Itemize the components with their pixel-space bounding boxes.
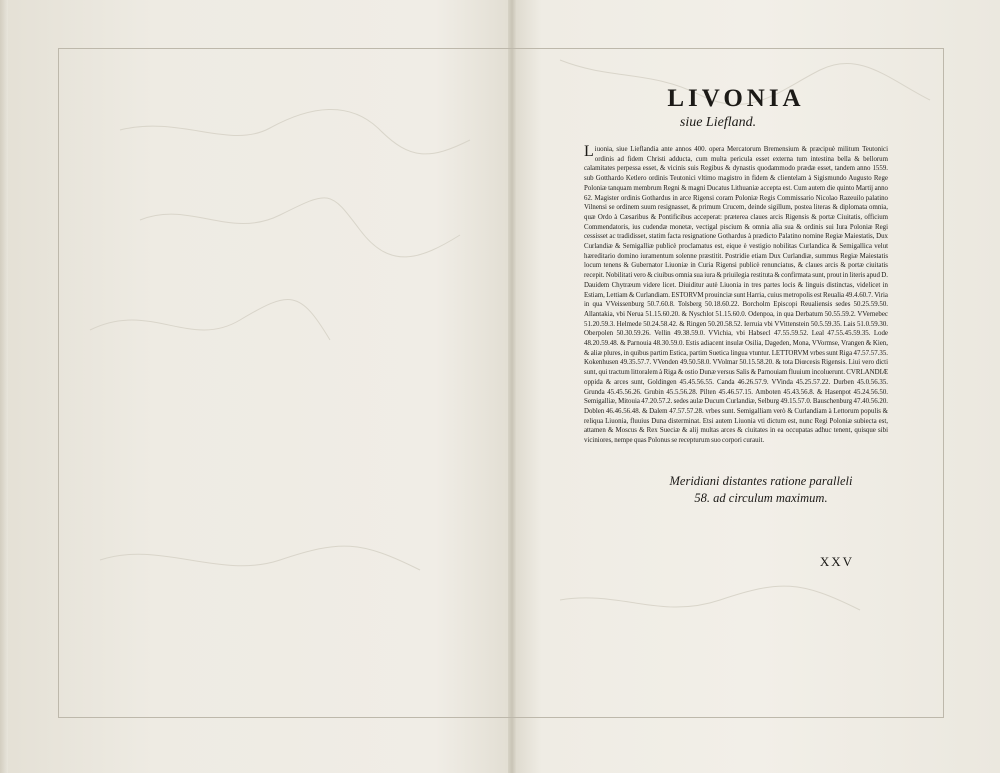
- page-number: XXV: [819, 554, 855, 569]
- description-text: Liuonia, siue Lieflandia ante annos 400. opera Mercatorum Bremensium & præcipuè militum Teutonici ordinis ad fidem Christi adducta, cum multa pericula esset externa tum intestina bella & bellorum calamitates perpessa esset, & vicinis suis Regibus & dynastis quodammodo prædæ esset, tandem anno 1559. sub Gotthardo Ketlero ordinis Teutonici vltimo magistro in fidem & clientelam à Sigismundo Augusto Rege Poloniæ tanquam membrum Regni & magni Ducatus Lithuaniæ accepta est. Cum autem die quinto Martij anno 62. Magister ordinis Gothardus in arce Rigensi coram Poloniæ Regis Commissario Nicolao Razeuilo palatino Vilnensi se ordinem suum resignasset, & primum Crucem, deinde sigillum, postea literas & diplomata omnia, quæ Ordo à Cæsaribus & Pontificibus acceperat: præterea claues arcis Rigensis & portæ Ciuitatis, officium Commendatoris, ius cudendæ monetæ, vectigal piscium & omnia alia sua & ordinis sui Iura Poloniæ Regi cessisset ac tradidisset, statim facta resignatione Gothardus à prædicto Palatino nomine Regiæ Maiestatis, Dux Curlandiæ & Semigalliæ publicè proclamatus est, eique è vestigio nobilitas Curlandica & Semigallica velut hæreditario domino iuramentum solenne præstitit. Postridie etiam Dux Curlandiæ, summus Regiæ Maiestatis locum tenens & Gubernator Liuoniæ in Curia Rigensi publicè renunciatus, & claues arcis & portæ ciuitatis recepit. Nobilitati vero & ciuibus omnia sua iura & priuilegia restituta & confirmata sunt, prout in literis apud D. Dauidem Chytræum videre licet. Diuiditur autè Liuonia in tres partes locis & linguis distinctas, videlicet in Estiam, Lettiam & Curlandiam. ESTORVM prouinciæ sunt Harria, cuius metropolis est Reualia 49.4.60.7. Viria in qua VVeissenburg 50.7.60.8. Tolsberg 50.18.60.22. Borcholm Episcopi Reualiensis sedes 50.25.59.50. Allantakia, vbi Nerua 51.15.60.20. & Nyschlot 51.15.60.0. Odenpoa, in qua Derbatum 50.55.59.2. VVernebec 51.20.59.3. Helmede 50.24.58.42. & Ringen 50.20.58.52. Ierruia vbi VVittenstein 50.5.59.35. Lais 51.0.59.30. Oberpolen 50.30.59.26. Vellin 49.38.59.0. VVichia, vbi Habsecl 47.55.59.52. Leal 47.55.45.59.35. Lode 48.20.59.48. & Parnouia 48.30.59.0. Estis adiacent insulæ Osilia, Dageden, Mona, VVormse, Vrangen & Kien, & aliæ plures, in quibus partim Estica, partim Suetica lingua vtuntur. LETTORVM vrbes sunt Riga 47.57.57.35. Kokenhusen 49.35.57.7. VVenden 49.50.58.0. VVolmar 50.15.58.20. & tota Diœcesis Rigensis. Liui vero dicti sunt, qui tractum littoralem à Riga & ostio Dunæ versus Salis & Parnouiam fluuium incoluerunt. CVRLANDIÆ oppida & arces sunt, Goldingen 45.45.56.55. Canda 46.26.57.9. VVinda 45.25.57.22. Durben 45.0.56.35. Grunda 45.45.56.26. Grubin 45.5.56.28. Pilten 45.46.57.15. Amboten 45.43.56.8. & Hasenpot 45.24.56.50. Semigalliæ, Mitouia 47.20.57.2. sedes aulæ Ducum Curlandiæ, Selburg 49.15.57.0. Bauschenburg 47.40.56.20. Doblen 46.46.56.48. & Dalem 47.57.57.28. vrbes sunt. Semigalliam verò & Curlandiam à Lettorum populis & reliqua Liuonia, fluuius Duna disterminat. Etsi autem Liuonia vti dictum est, nunc Regi Poloniæ subiecta est, attamen & Moscus & Rex Sueciæ & alij multas arces & ciuitates in ea occupatas adhuc tenent, quisque sibi viciniores, nempe quas Polonus se recepturum suo corpori curauit.: [584, 143, 888, 445]
- meridian-note-line1: Meridiani distantes ratione paralleli: [669, 474, 853, 488]
- map-subtitle: siue Liefland.: [679, 115, 757, 130]
- meridian-note: [636, 473, 886, 507]
- cartouche-text: [584, 85, 888, 446]
- map-title: LIVONIA: [667, 85, 805, 112]
- meridian-note-line2: 58. ad circulum maximum.: [694, 491, 828, 505]
